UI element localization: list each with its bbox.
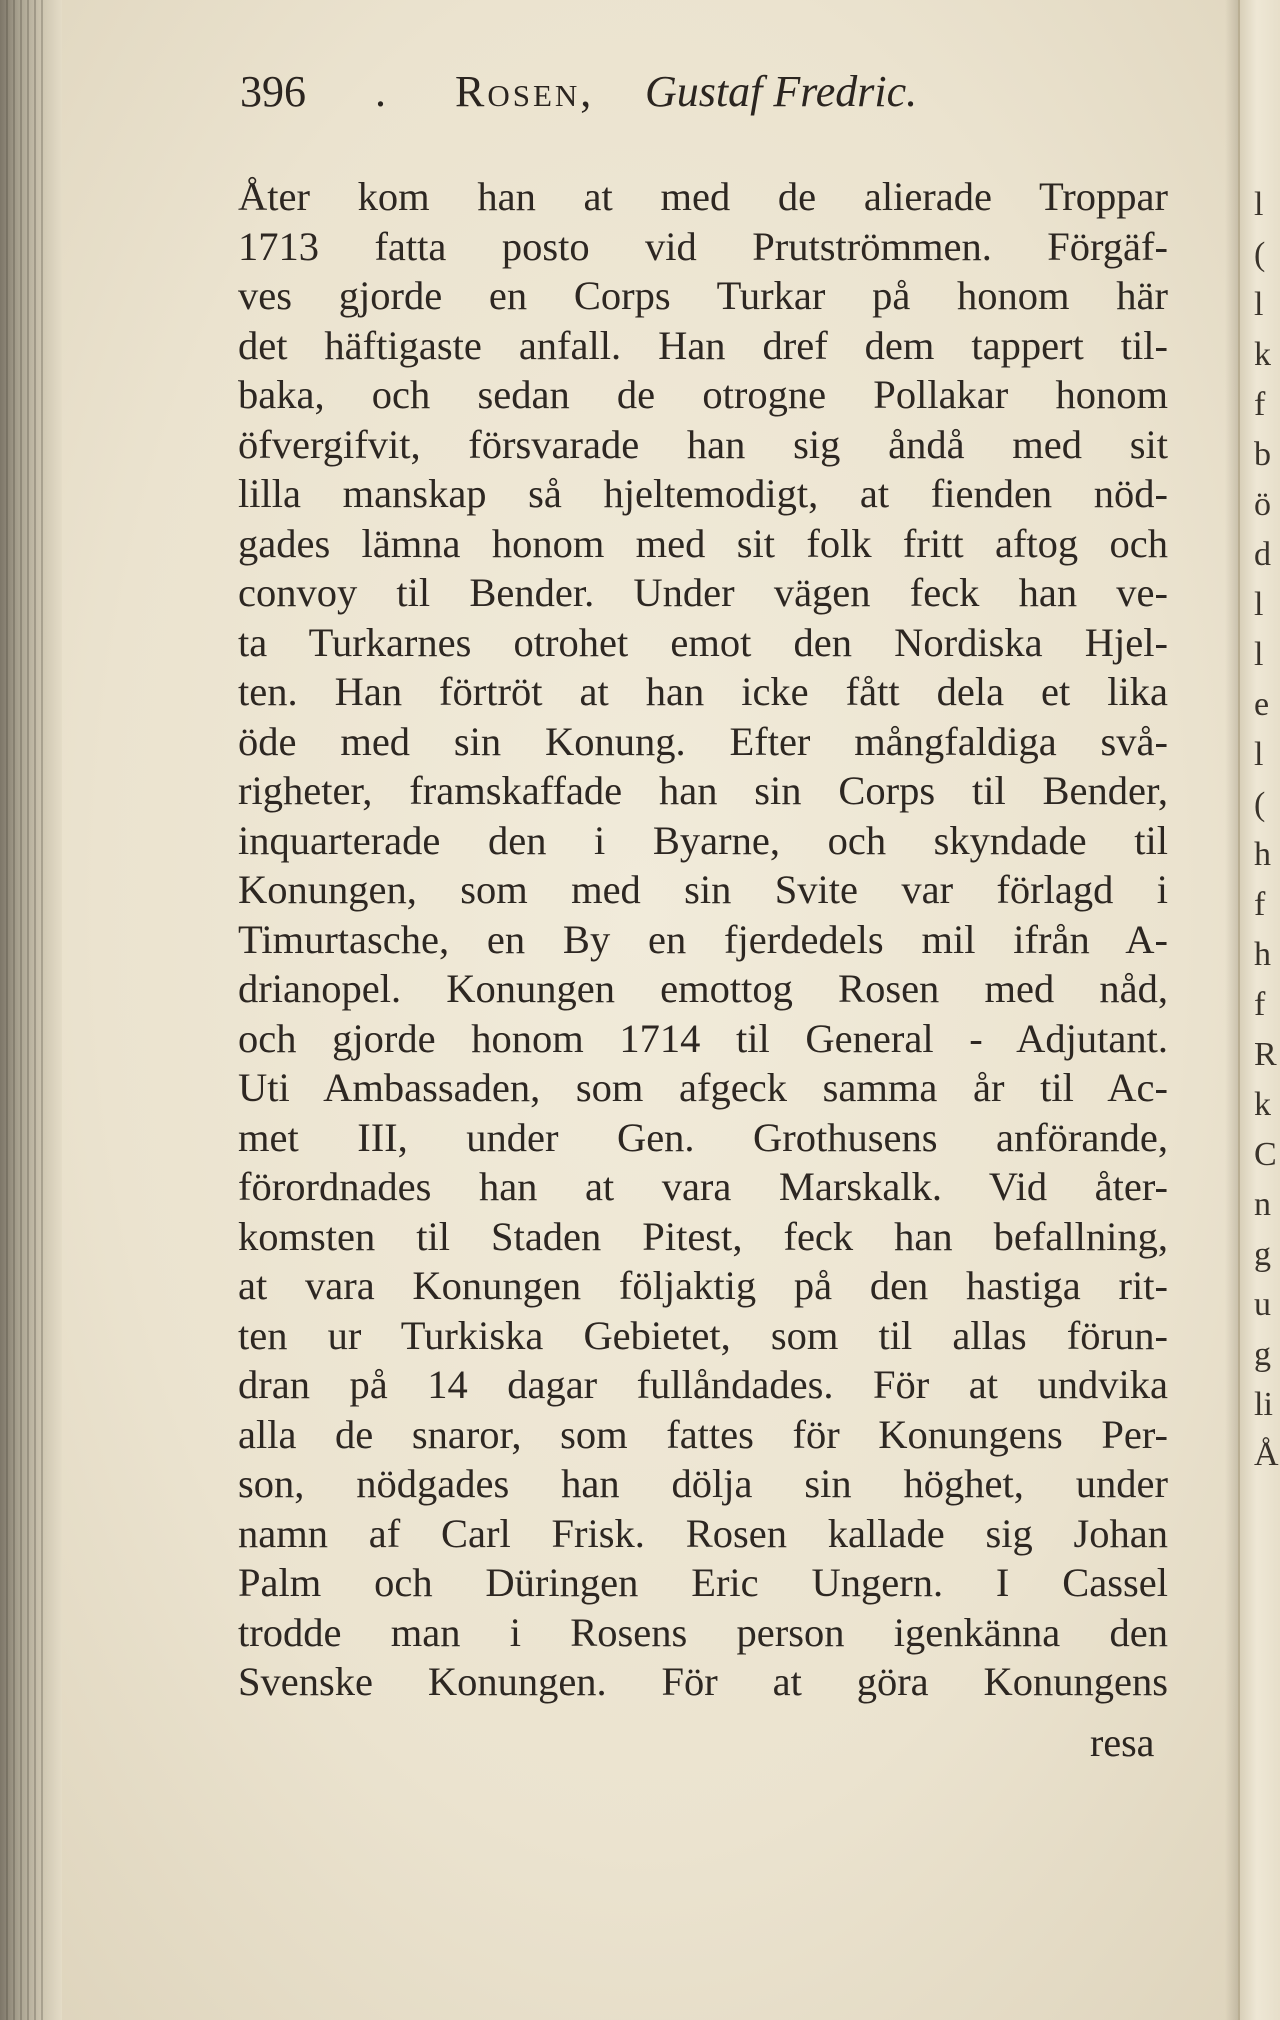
text-line: komsten til Staden Pitest, feck han befallning,: [238, 1213, 1168, 1259]
text-line: öde med sin Konung. Efter mångfaldiga svå-: [238, 718, 1168, 764]
text-line: 1713 fatta posto vid Prutströmmen. Förgäf-: [238, 223, 1168, 269]
page-number: 396: [240, 67, 306, 116]
body-text: [238, 172, 1168, 1707]
text-line: trodde man i Rosens person igenkänna den: [238, 1609, 1168, 1655]
text-line: Svenske Konungen. För at göra Konungens: [238, 1659, 1168, 1704]
text-line: inquarterade den i Byarne, och skyndade til: [238, 817, 1168, 863]
binding-stitching: [6, 0, 46, 2020]
text-line: drianopel. Konungen emottog Rosen med nåd,: [238, 966, 1168, 1011]
text-line: convoy til Bender. Under vägen feck han ve-: [238, 570, 1168, 615]
text-line: och gjorde honom 1714 til General - Adjutant.: [238, 1015, 1168, 1061]
text-line: Åter kom han at med de alierade Troppar: [238, 174, 1168, 219]
text-line: Konungen, som med sin Svite var förlagd i: [238, 867, 1168, 912]
text-line: met III, under Gen. Grothusens anförande,: [238, 1114, 1168, 1160]
catchword: resa: [1090, 1720, 1155, 1765]
text-line: ta Turkarnes otrohet emot den Nordiska Hjel-: [238, 619, 1168, 665]
text-line: Uti Ambassaden, som afgeck samma år til Ac-: [238, 1065, 1168, 1110]
text-line: dran på 14 dagar fullåndades. För at undvika: [238, 1362, 1168, 1407]
running-header: [240, 62, 1100, 122]
text-line: alla de snaror, som fattes för Konungens Per-: [238, 1411, 1168, 1457]
text-line: öfvergifvit, försvarade han sig åndå med sit: [238, 421, 1168, 467]
header-surname: Rosen,: [455, 67, 595, 116]
text-line: at vara Konungen följaktig på den hastiga rit-: [238, 1263, 1168, 1308]
text-line: gades lämna honom med sit folk fritt aftog och: [238, 520, 1168, 566]
header-given-names: Gustaf Fredric.: [645, 67, 918, 116]
text-line: baka, och sedan de otrogne Pollakar honom: [238, 372, 1168, 417]
text-line: righeter, framskaffade han sin Corps til Bender,: [238, 768, 1168, 813]
text-line: namn af Carl Frisk. Rosen kallade sig Johan: [238, 1510, 1168, 1556]
text-line: Timurtasche, en By en fjerdedels mil ifrån A-: [238, 916, 1168, 962]
text-line: förordnades han at vara Marskalk. Vid åter-: [238, 1164, 1168, 1209]
adjacent-page-text: l ( l k f b ö d l l e l ( h f h f R k C n g u g li Å: [1254, 186, 1279, 1473]
text-line: ves gjorde en Corps Turkar på honom här: [238, 273, 1168, 318]
text-line: ten. Han förtröt at han icke fått dela et lika: [238, 669, 1168, 714]
text-line: det häftigaste anfall. Han dref dem tappert til-: [238, 322, 1168, 368]
text-line: son, nödgades han dölja sin höghet, under: [238, 1461, 1168, 1506]
text-line: ten ur Turkiska Gebietet, som til allas förun-: [238, 1312, 1168, 1358]
text-line: Palm och Düringen Eric Ungern. I Cassel: [238, 1560, 1168, 1605]
text-line: lilla manskap så hjeltemodigt, at fienden nöd-: [238, 471, 1168, 516]
header-separator: .: [375, 67, 386, 116]
